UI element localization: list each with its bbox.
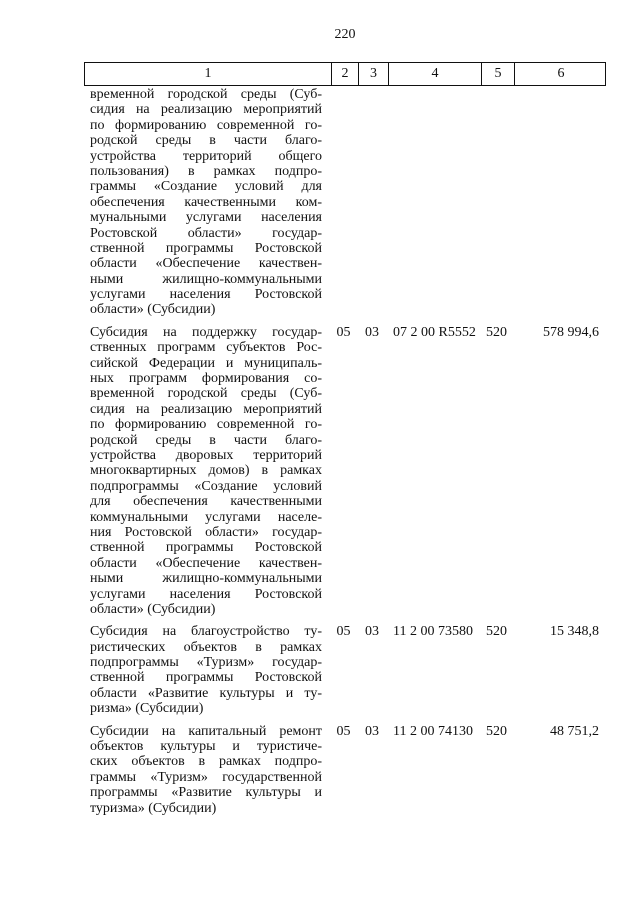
description-line: сидия на реализацию мероприятий	[90, 102, 322, 118]
description-line: ными жилищно-коммунальными	[90, 571, 322, 587]
description-line: мунальными услугами населения	[90, 210, 322, 226]
section-code: 05	[336, 324, 351, 340]
description-line: многоквартирных домов) в рамках	[90, 463, 322, 479]
row-description	[84, 325, 330, 617]
description-line: родской среды в части благо-	[90, 133, 322, 149]
description-line: объектов культуры и туристиче-	[90, 739, 322, 755]
expense-type-code: 520	[486, 624, 507, 640]
description-line: ственной программы Ростовской	[90, 240, 322, 256]
description-line: подпрограммы «Создание условий	[90, 478, 322, 494]
description-line: для обеспечения качественными	[90, 494, 322, 510]
table-row	[84, 724, 606, 816]
table-body	[84, 86, 606, 816]
description-line: ских объектов в рамках подпро-	[90, 754, 322, 770]
description-line: обеспечения качественными ком-	[90, 194, 322, 210]
description-line: Субсидии на капитальный ремонт	[90, 723, 322, 739]
description-line: ных программ формирования со-	[90, 371, 322, 387]
description-line: услугами населения Ростовской	[90, 586, 322, 602]
budget-table	[84, 62, 606, 823]
description-line: Субсидия на благоустройство ту-	[90, 624, 322, 640]
description-line: временной городской среды (Суб-	[90, 87, 322, 102]
description-line: программы «Развитие культуры и	[90, 785, 322, 801]
section-code: 05	[336, 624, 351, 640]
description-line: пользования) в рамках подпро-	[90, 163, 322, 179]
description-line: ния Ростовской области» государ-	[90, 524, 322, 540]
description-line: области» (Субсидии)	[90, 601, 216, 617]
table-row	[84, 87, 606, 318]
page-number: 220	[334, 27, 356, 42]
target-item-code: 11 2 00 73580	[393, 624, 473, 640]
table-row	[84, 325, 606, 617]
amount-value: 48 751,2	[550, 723, 599, 739]
target-item-code: 07 2 00 R5552	[393, 324, 476, 340]
description-line: ристических объектов в рамках	[90, 639, 322, 655]
description-line: сийской Федерации и муниципаль-	[90, 355, 322, 371]
description-line: по формированию современной го-	[90, 117, 322, 133]
description-line: ными жилищно-коммунальными	[90, 271, 322, 287]
subsection-code: 03	[365, 624, 379, 640]
description-line: области» (Субсидии)	[90, 302, 216, 318]
description-line: области «Обеспечение качествен-	[90, 256, 322, 272]
header-col-5: 5	[481, 63, 514, 85]
header-col-4: 4	[388, 63, 481, 85]
table-header-row	[84, 62, 606, 86]
subsection-code: 03	[365, 324, 379, 340]
expense-type-code: 520	[486, 723, 507, 739]
description-line: сидия на реализацию мероприятий	[90, 401, 322, 417]
description-line: коммунальными услугами населе-	[90, 509, 322, 525]
section-code: 05	[336, 723, 351, 739]
description-line: Субсидия на поддержку государ-	[90, 324, 322, 340]
description-line: устройства территорий общего	[90, 148, 322, 164]
header-col-2: 2	[331, 63, 358, 85]
amount-value: 15 348,8	[550, 624, 599, 640]
description-line: временной городской среды (Суб-	[90, 386, 322, 402]
description-line: по формированию современной го-	[90, 417, 322, 433]
amount-value: 578 994,6	[543, 324, 599, 340]
expense-type-code: 520	[486, 324, 507, 340]
description-line: ственных программ субъектов Рос-	[90, 340, 322, 356]
row-description	[84, 87, 330, 318]
row-description	[84, 724, 330, 816]
subsection-code: 03	[365, 723, 379, 739]
description-line: туризма» (Субсидии)	[90, 800, 217, 816]
target-item-code: 11 2 00 74130	[393, 723, 473, 739]
description-line: области «Развитие культуры и ту-	[90, 685, 322, 701]
header-col-1: 1	[204, 66, 212, 81]
description-line: ственной программы Ростовской	[90, 670, 322, 686]
description-line: ственной программы Ростовской	[90, 540, 322, 556]
description-line: Ростовской области» государ-	[90, 225, 322, 241]
header-col-6: 6	[514, 63, 607, 85]
description-line: родской среды в части благо-	[90, 432, 322, 448]
description-line: ризма» (Субсидии)	[90, 701, 204, 717]
description-line: граммы «Туризм» государственной	[90, 769, 322, 785]
description-line: области «Обеспечение качествен-	[90, 555, 322, 571]
description-line: устройства дворовых территорий	[90, 447, 322, 463]
table-row	[84, 624, 606, 716]
description-line: граммы «Создание условий для	[90, 179, 322, 195]
row-description	[84, 624, 330, 716]
header-col-3: 3	[358, 63, 388, 85]
description-line: услугами населения Ростовской	[90, 287, 322, 303]
description-line: подпрограммы «Туризм» государ-	[90, 655, 322, 671]
